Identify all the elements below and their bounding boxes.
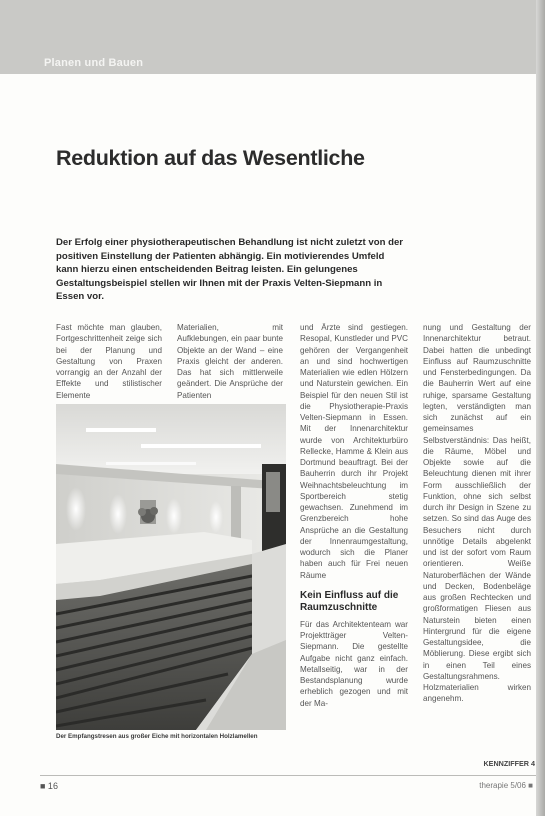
section-label: Planen und Bauen	[44, 57, 144, 69]
reception-photo-illustration	[56, 404, 286, 730]
column-2-text: Materialien, mit Aufklebungen, ein paar bunte Objekte an der Wand – eine Praxis gleicht der anderen. Das hat sich mittlerweile geändert. Die Ansprüche der Patienten	[177, 323, 283, 400]
column-3-paragraph-1: und Ärzte sind gestiegen. Resopal, Kunstleder und PVC gehören der Vergangenheit an und sind hochwertigen Materialien wie edlen Hölzern und Naturstein gewichen. Ein Beispiel für den neuen Stil ist die Physiotherapie-Praxis Velten-Siepmann in Essen. Mit der Innenarchitektur wurde von Architekturbüro Rellecke, Hamme & Klein aus Dortmund beauftragt. Bei der Bauherrin durch ihr Projekt Weihnachtsbeleuchtung im Sportbereich stetig gewachsen. Zunehmend im Grenzbereich hohe Ansprüche an die Gestaltung der Innenraumgestaltung, wodurch sich die Planer haben auch für Frei neuen Räume	[300, 323, 408, 580]
text-column-3	[300, 322, 408, 709]
footer-rule	[40, 775, 536, 776]
magazine-footer: therapie 5/06 ■	[479, 781, 533, 790]
text-column-2	[177, 322, 283, 401]
photo-caption: Der Empfangstresen aus großer Eiche mit horizontalen Holzlamellen	[56, 733, 258, 740]
text-column-1	[56, 322, 162, 401]
page-number: ■ 16	[40, 781, 58, 791]
text-column-4	[423, 322, 531, 705]
article-headline: Reduktion auf das Wesentliche	[56, 146, 365, 170]
column-3-subheading: Kein Einfluss auf die Raumzuschnitte	[300, 589, 399, 613]
column-1-text: Fast möchte man glauben, Fortgeschrittenheit zeige sich bei der Planung und Gestaltung von Praxen vorrangig an der Anzahl der Effekte und stilistischer Elemente	[56, 323, 162, 400]
page-edge-strip	[536, 0, 545, 816]
kennziffer-label: KENNZIFFER 4	[483, 759, 535, 768]
article-intro: Der Erfolg einer physiotherapeutischen Behandlung ist nicht zuletzt von der positiven Einstellung der Patienten abhängig. Ein motivierendes Umfeld kann hierzu einen entscheidenden Beitrag leisten. Ein gelungenes Gestaltungsbeispiel stellen wir Ihnen mit der Praxis Velten-Siepmann in Essen vor.	[56, 237, 404, 303]
column-4-text: nung und Gestaltung der Innenarchitektur betraut. Dabei hatten die unbedingt Einfluss auf Raumzuschnitte und Fensterbedingungen. Da die Bauherrin Wert auf eine ruhige, sparsame Gestaltung legten, verständigten man sich zunächst auf ein gemeinsames Selbstverständnis: Das heißt, die Räume, Möbel und Objekte sowie auf die Beleuchtung dienen mit ihrer Form ausschließlich der Funktion, ohne sich selbst durch ihr Design in Szene zu setzen. So sind das Auge des Besuchers nicht durch unnötige Details abgelenkt und ist der sofort vom Raum orientieren. Weiße Naturoberflächen der Wände und Decken, Bodenbeläge aus großen Rechtecken und großformatigen Fliesen aus Naturstein bieten einen Hintergrund für die eigene Gestaltungsidee, die Möblierung. Diese ergibt sich in einen Teil eines Gestaltungsrahmens. Holzmaterialien wirken angenehm.	[423, 323, 531, 704]
column-3-paragraph-2: Für das Architektenteam war Projektträger Velten-Siepmann. Die gestellte Aufgabe nicht ganz einfach. Metallseitig, war in der Bestandsplanung wurde erheblich gezogen und mit der Ma-	[300, 619, 408, 708]
reception-desk-photo	[56, 404, 286, 730]
